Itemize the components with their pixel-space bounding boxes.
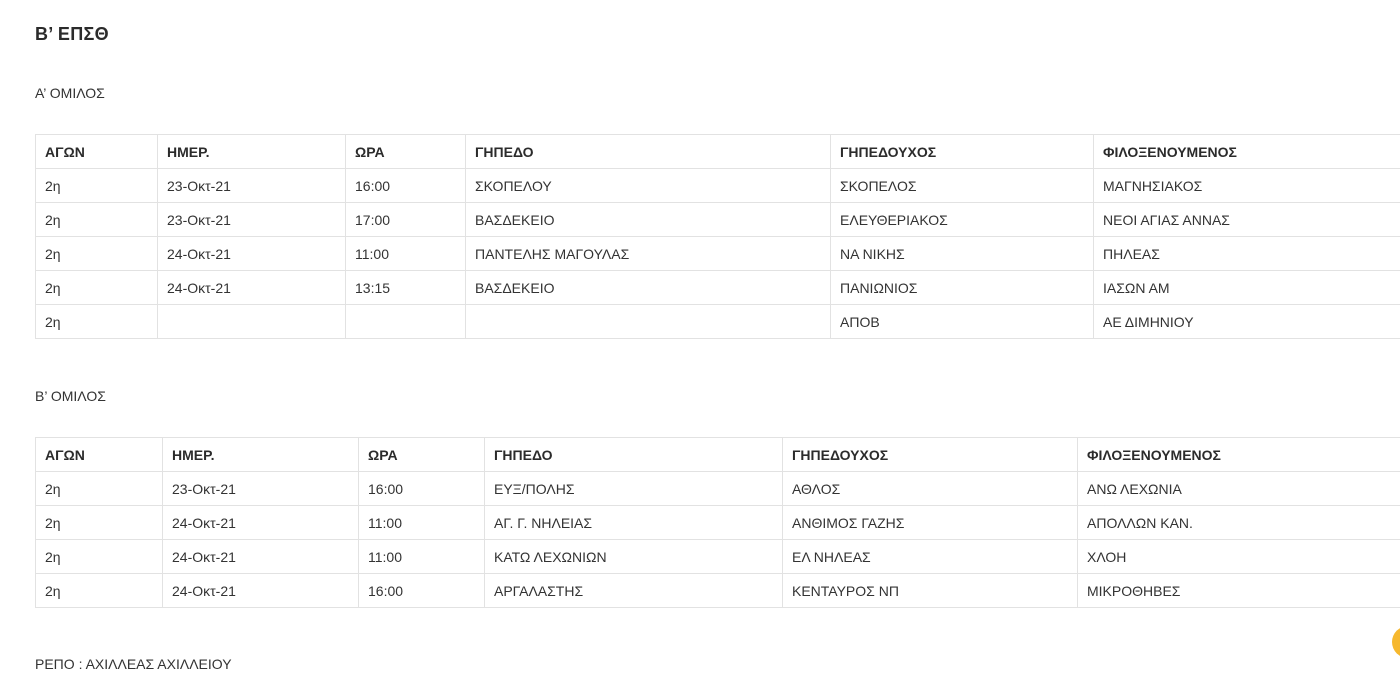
home-team-cell: ΝΑ ΝΙΚΗΣ (831, 237, 1094, 271)
home-team-cell: ΑΝΘΙΜΟΣ ΓΑΖΗΣ (783, 506, 1078, 540)
time-cell: 11:00 (359, 506, 485, 540)
away-team-cell: ΑΝΩ ΛΕΧΩΝΙΑ (1078, 472, 1400, 506)
home-team-cell: ΕΛΕΥΘΕΡΙΑΚΟΣ (831, 203, 1094, 237)
date-cell: 23-Οκτ-21 (163, 472, 359, 506)
column-header-home-team: ΓΗΠΕΔΟΥΧΟΣ (783, 438, 1078, 472)
column-header-match: ΑΓΩΝ (36, 135, 158, 169)
venue-cell: ΣΚΟΠΕΛΟΥ (466, 169, 831, 203)
match-cell: 2η (36, 506, 163, 540)
column-header-home-team: ΓΗΠΕΔΟΥΧΟΣ (831, 135, 1094, 169)
column-header-away-team: ΦΙΛΟΞΕΝΟΥΜΕΝΟΣ (1094, 135, 1400, 169)
time-cell: 17:00 (346, 203, 466, 237)
table-row (36, 237, 1400, 271)
match-cell: 2η (36, 203, 158, 237)
venue-cell: ΠΑΝΤΕΛΗΣ ΜΑΓΟΥΛΑΣ (466, 237, 831, 271)
time-cell: 16:00 (359, 472, 485, 506)
match-cell: 2η (36, 305, 158, 339)
away-team-cell: ΜΙΚΡΟΘΗΒΕΣ (1078, 574, 1400, 608)
table-row (36, 540, 1400, 574)
time-cell: 16:00 (346, 169, 466, 203)
venue-cell: ΚΑΤΩ ΛΕΧΩΝΙΩΝ (485, 540, 783, 574)
fixtures-table-group-b (35, 437, 1400, 608)
table-row (36, 574, 1400, 608)
home-team-cell: ΚΕΝΤΑΥΡΟΣ ΝΠ (783, 574, 1078, 608)
away-team-cell: ΑΕ ΔΙΜΗΝΙΟΥ (1094, 305, 1400, 339)
date-cell: 24-Οκτ-21 (158, 237, 346, 271)
page-title: Β’ ΕΠΣΘ (35, 24, 109, 44)
date-cell: 24-Οκτ-21 (163, 574, 359, 608)
column-header-venue: ΓΗΠΕΔΟ (466, 135, 831, 169)
table-row (36, 506, 1400, 540)
away-team-cell: ΙΑΣΩΝ ΑΜ (1094, 271, 1400, 305)
venue-cell (466, 305, 831, 339)
column-header-date: ΗΜΕΡ. (158, 135, 346, 169)
date-cell: 24-Οκτ-21 (163, 540, 359, 574)
match-cell: 2η (36, 574, 163, 608)
column-header-match: ΑΓΩΝ (36, 438, 163, 472)
away-team-cell: ΠΗΛΕΑΣ (1094, 237, 1400, 271)
group-a-label: Α’ ΟΜΙΛΟΣ (35, 85, 105, 101)
venue-cell: ΑΡΓΑΛΑΣΤΗΣ (485, 574, 783, 608)
time-cell: 11:00 (346, 237, 466, 271)
venue-cell: ΕΥΞ/ΠΟΛΗΣ (485, 472, 783, 506)
column-header-away-team: ΦΙΛΟΞΕΝΟΥΜΕΝΟΣ (1078, 438, 1400, 472)
scroll-to-top-button[interactable] (1392, 626, 1400, 658)
column-header-time: ΩΡΑ (346, 135, 466, 169)
away-team-cell: ΝΕΟΙ ΑΓΙΑΣ ΑΝΝΑΣ (1094, 203, 1400, 237)
venue-cell: ΒΑΣΔΕΚΕΙΟ (466, 203, 831, 237)
table-row (36, 305, 1400, 339)
match-cell: 2η (36, 271, 158, 305)
home-team-cell: ΕΛ ΝΗΛΕΑΣ (783, 540, 1078, 574)
time-cell (346, 305, 466, 339)
home-team-cell: ΣΚΟΠΕΛΟΣ (831, 169, 1094, 203)
date-cell (158, 305, 346, 339)
table-row (36, 271, 1400, 305)
time-cell: 13:15 (346, 271, 466, 305)
table-row (36, 472, 1400, 506)
home-team-cell: ΑΘΛΟΣ (783, 472, 1078, 506)
table-header-row (36, 438, 1400, 472)
venue-cell: ΑΓ. Γ. ΝΗΛΕΙΑΣ (485, 506, 783, 540)
date-cell: 24-Οκτ-21 (163, 506, 359, 540)
date-cell: 23-Οκτ-21 (158, 203, 346, 237)
table-row (36, 169, 1400, 203)
rest-team-note: ΡΕΠΟ : ΑΧΙΛΛΕΑΣ ΑΧΙΛΛΕΙΟΥ (35, 656, 232, 672)
away-team-cell: ΧΛΟΗ (1078, 540, 1400, 574)
date-cell: 24-Οκτ-21 (158, 271, 346, 305)
table-row (36, 203, 1400, 237)
time-cell: 16:00 (359, 574, 485, 608)
away-team-cell: ΑΠΟΛΛΩΝ ΚΑΝ. (1078, 506, 1400, 540)
column-header-venue: ΓΗΠΕΔΟ (485, 438, 783, 472)
time-cell: 11:00 (359, 540, 485, 574)
match-cell: 2η (36, 237, 158, 271)
venue-cell: ΒΑΣΔΕΚΕΙΟ (466, 271, 831, 305)
match-cell: 2η (36, 540, 163, 574)
column-header-date: ΗΜΕΡ. (163, 438, 359, 472)
column-header-time: ΩΡΑ (359, 438, 485, 472)
table-header-row (36, 135, 1400, 169)
match-cell: 2η (36, 169, 158, 203)
home-team-cell: ΑΠΟΒ (831, 305, 1094, 339)
away-team-cell: ΜΑΓΝΗΣΙΑΚΟΣ (1094, 169, 1400, 203)
date-cell: 23-Οκτ-21 (158, 169, 346, 203)
match-cell: 2η (36, 472, 163, 506)
fixtures-table-group-a (35, 134, 1400, 339)
group-b-label: Β’ ΟΜΙΛΟΣ (35, 388, 106, 404)
home-team-cell: ΠΑΝΙΩΝΙΟΣ (831, 271, 1094, 305)
